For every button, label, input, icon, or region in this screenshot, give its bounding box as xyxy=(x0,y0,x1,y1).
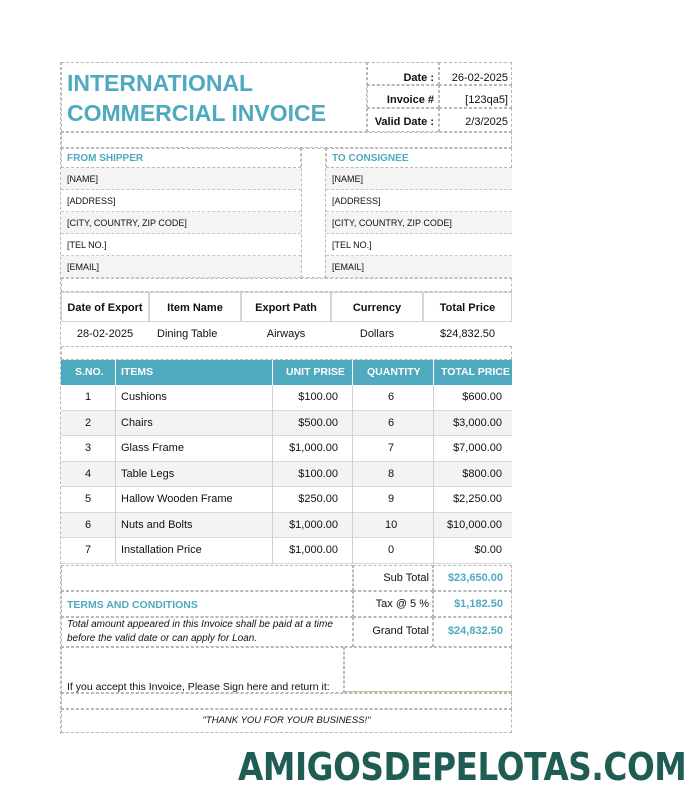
sign-instruction: If you accept this Invoice, Please Sign here and return it: xyxy=(67,681,330,693)
consignee-heading: TO CONSIGNEE xyxy=(332,153,409,164)
title-line-2: COMMERCIAL INVOICE xyxy=(67,100,326,126)
table-row: 4 Table Legs $100.00 8 $800.00 xyxy=(61,462,512,488)
spacer-row-2 xyxy=(61,278,512,292)
total-price-value: $24,832.50 xyxy=(439,328,496,340)
valid-date-label: Valid Date : xyxy=(374,116,434,128)
date-value: 26-02-2025 xyxy=(451,72,508,84)
consignee-email[interactable]: [EMAIL] xyxy=(326,256,512,278)
sno-header: S.NO. xyxy=(75,366,104,378)
total-price-header: Total Price xyxy=(423,292,512,322)
table-row: 6 Nuts and Bolts $1,000.00 10 $10,000.00 xyxy=(61,513,512,539)
export-path-header: Export Path xyxy=(241,292,331,322)
currency-header: Currency xyxy=(331,292,423,322)
invoice-sheet xyxy=(60,62,512,734)
table-row: 2 Chairs $500.00 6 $3,000.00 xyxy=(61,411,512,437)
unit-prise-header: UNIT PRISE xyxy=(286,366,345,378)
table-row: 5 Hallow Wooden Frame $250.00 9 $2,250.00 xyxy=(61,487,512,513)
shipper-name[interactable]: [NAME] xyxy=(61,168,301,190)
shipper-city[interactable]: [CITY, COUNTRY, ZIP CODE] xyxy=(61,212,301,234)
items-header: ITEMS xyxy=(121,366,154,378)
grand-total-value: $24,832.50 xyxy=(447,625,503,637)
export-date-header: Date of Export xyxy=(61,292,149,322)
item-name-header: Item Name xyxy=(149,292,241,322)
spacer-row-4 xyxy=(61,693,512,709)
subtotal-value: $23,650.00 xyxy=(447,572,503,584)
totals-spacer xyxy=(61,565,353,591)
middle-gap xyxy=(301,148,326,278)
consignee-tel[interactable]: [TEL NO.] xyxy=(326,234,512,256)
title-line-1: INTERNATIONAL xyxy=(67,70,254,96)
shipper-email[interactable]: [EMAIL] xyxy=(61,256,301,278)
item-name-value: Dining Table xyxy=(157,328,218,340)
consignee-address[interactable]: [ADDRESS] xyxy=(326,190,512,212)
export-date-value: 28-02-2025 xyxy=(76,328,134,340)
tax-value: $1,182.50 xyxy=(454,598,503,610)
date-label: Date : xyxy=(403,72,434,84)
shipper-address[interactable]: [ADDRESS] xyxy=(61,190,301,212)
table-row: 3 Glass Frame $1,000.00 7 $7,000.00 xyxy=(61,436,512,462)
spacer-row xyxy=(61,132,512,148)
consignee-city[interactable]: [CITY, COUNTRY, ZIP CODE] xyxy=(326,212,512,234)
invoice-number-label: Invoice # xyxy=(386,94,434,106)
consignee-name[interactable]: [NAME] xyxy=(326,168,512,190)
thank-you-note: "THANK YOU FOR YOUR BUSINESS!" xyxy=(202,715,371,726)
terms-line-2: before the valid date or can apply for Loan. xyxy=(67,633,258,644)
shipper-heading: FROM SHIPPER xyxy=(67,153,144,164)
tax-label: Tax @ 5 % xyxy=(375,598,429,610)
grand-total-label: Grand Total xyxy=(372,625,429,637)
terms-line-1: Total amount appeared in this Invoice shall be paid at a time xyxy=(67,619,333,630)
watermark-logo xyxy=(238,745,686,789)
signature-box[interactable] xyxy=(344,647,512,693)
invoice-title xyxy=(67,68,367,128)
shipper-tel[interactable]: [TEL NO.] xyxy=(61,234,301,256)
table-row: 1 Cushions $100.00 6 $600.00 xyxy=(61,385,512,411)
watermark-text: AMIGOSDEPELOTAS.COM xyxy=(238,745,686,789)
terms-heading: TERMS AND CONDITIONS xyxy=(67,599,198,611)
quantity-header: QUANTITY xyxy=(367,366,421,378)
total-price-col-header: TOTAL PRICE xyxy=(441,366,510,378)
valid-date-value: 2/3/2025 xyxy=(465,116,508,128)
table-row: 7 Installation Price $1,000.00 0 $0.00 xyxy=(61,538,512,564)
spacer-row-3 xyxy=(61,346,512,360)
invoice-number-value: [123qa5] xyxy=(465,94,508,106)
signature-line xyxy=(344,691,512,692)
export-path-value: Airways xyxy=(266,328,306,340)
items-table-header xyxy=(61,360,512,385)
currency-value: Dollars xyxy=(359,328,395,340)
subtotal-label: Sub Total xyxy=(383,572,429,584)
